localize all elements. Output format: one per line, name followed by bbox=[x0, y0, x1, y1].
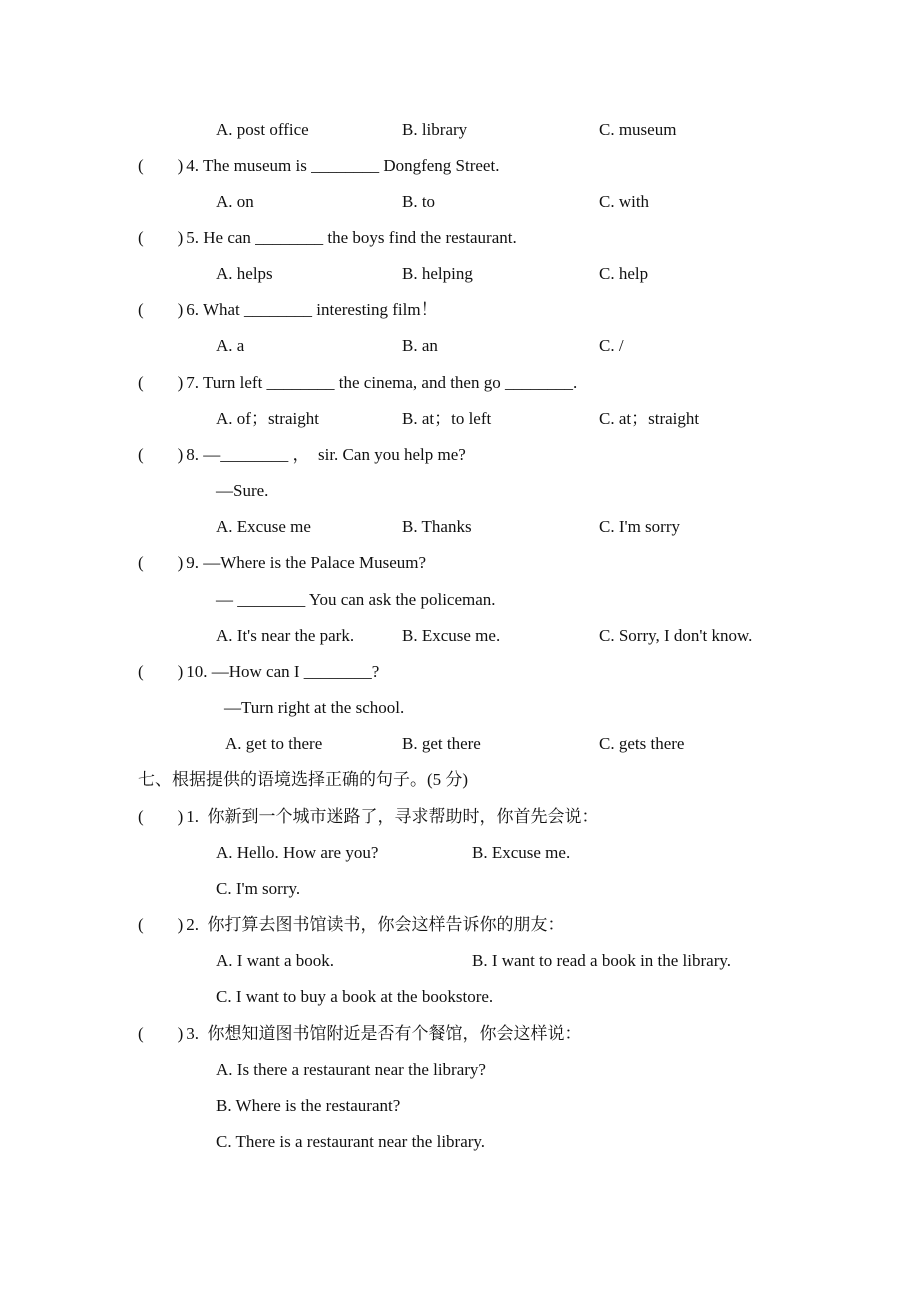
p7-q3-answer-blank[interactable]: ( ) bbox=[138, 1024, 184, 1043]
q6-option-a: A. a bbox=[216, 336, 245, 355]
q7-option-a: A. of；straight bbox=[216, 409, 319, 428]
q7-answer-blank[interactable]: ( ) bbox=[138, 373, 184, 392]
p7-q3-option-b: B. Where is the restaurant? bbox=[216, 1096, 401, 1115]
q9-reply: — ________ You can ask the policeman. bbox=[216, 590, 496, 609]
q5-option-c: C. help bbox=[599, 264, 649, 283]
q10-question: 10. —How can I ________? bbox=[182, 662, 380, 681]
p7-q1-option-a: A. Hello. How are you? bbox=[216, 843, 379, 862]
p7-q1-question: 1. 你新到一个城市迷路了，寻求帮助时，你首先会说： bbox=[182, 807, 599, 826]
p7-q1-option-b: B. Excuse me. bbox=[472, 843, 571, 862]
q10-option-c: C. gets there bbox=[599, 734, 685, 753]
q3-option-b: B. library bbox=[402, 120, 468, 139]
q7-option-c: C. at；straight bbox=[599, 409, 700, 428]
q9-option-c: C. Sorry, I don't know. bbox=[599, 626, 753, 645]
q7-option-b: B. at；to left bbox=[402, 409, 492, 428]
p7-q2-option-c: C. I want to buy a book at the bookstore. bbox=[216, 987, 494, 1006]
section-7-title: 七、根据提供的语境选择正确的句子。(5 分) bbox=[138, 770, 469, 789]
p7-q2-option-b: B. I want to read a book in the library. bbox=[472, 951, 732, 970]
q4-option-a: A. on bbox=[216, 192, 254, 211]
q6-option-c: C. / bbox=[599, 336, 624, 355]
q3-option-c: C. museum bbox=[599, 120, 677, 139]
p7-q2-option-a: A. I want a book. bbox=[216, 951, 335, 970]
q5-question: 5. He can ________ the boys find the restaurant. bbox=[182, 228, 517, 247]
q4-answer-blank[interactable]: ( ) bbox=[138, 156, 184, 175]
q4-question: 4. The museum is ________ Dongfeng Street. bbox=[182, 156, 500, 175]
q8-option-b: B. Thanks bbox=[402, 517, 472, 536]
q8-answer-blank[interactable]: ( ) bbox=[138, 445, 184, 464]
q8-question: 8. —________ ， sir. Can you help me? bbox=[182, 445, 466, 464]
q10-option-b: B. get there bbox=[402, 734, 481, 753]
q7-question: 7. Turn left ________ the cinema, and then go ________. bbox=[182, 373, 578, 392]
q9-option-b: B. Excuse me. bbox=[402, 626, 501, 645]
q10-option-a: A. get to there bbox=[225, 734, 323, 753]
q9-question: 9. —Where is the Palace Museum? bbox=[182, 553, 427, 572]
q10-reply: —Turn right at the school. bbox=[224, 698, 405, 717]
q8-option-c: C. I'm sorry bbox=[599, 517, 680, 536]
p7-q1-option-c: C. I'm sorry. bbox=[216, 879, 301, 898]
q6-question: 6. What ________ interesting film！ bbox=[182, 300, 438, 319]
q10-answer-blank[interactable]: ( ) bbox=[138, 662, 184, 681]
q4-option-b: B. to bbox=[402, 192, 436, 211]
p7-q2-answer-blank[interactable]: ( ) bbox=[138, 915, 184, 934]
q4-option-c: C. with bbox=[599, 192, 650, 211]
q9-option-a: A. It's near the park. bbox=[216, 626, 355, 645]
q5-option-a: A. helps bbox=[216, 264, 273, 283]
q9-answer-blank[interactable]: ( ) bbox=[138, 553, 184, 572]
q6-option-b: B. an bbox=[402, 336, 438, 355]
p7-q3-question: 3. 你想知道图书馆附近是否有个餐馆，你会这样说： bbox=[182, 1024, 582, 1043]
p7-q3-option-c: C. There is a restaurant near the library. bbox=[216, 1132, 486, 1151]
q8-option-a: A. Excuse me bbox=[216, 517, 311, 536]
p7-q2-question: 2. 你打算去图书馆读书，你会这样告诉你的朋友： bbox=[182, 915, 565, 934]
q3-option-a: A. post office bbox=[216, 120, 309, 139]
q5-answer-blank[interactable]: ( ) bbox=[138, 228, 184, 247]
q5-option-b: B. helping bbox=[402, 264, 473, 283]
q6-answer-blank[interactable]: ( ) bbox=[138, 300, 184, 319]
p7-q3-option-a: A. Is there a restaurant near the library? bbox=[216, 1060, 486, 1079]
p7-q1-answer-blank[interactable]: ( ) bbox=[138, 807, 184, 826]
q8-reply: —Sure. bbox=[216, 481, 269, 500]
